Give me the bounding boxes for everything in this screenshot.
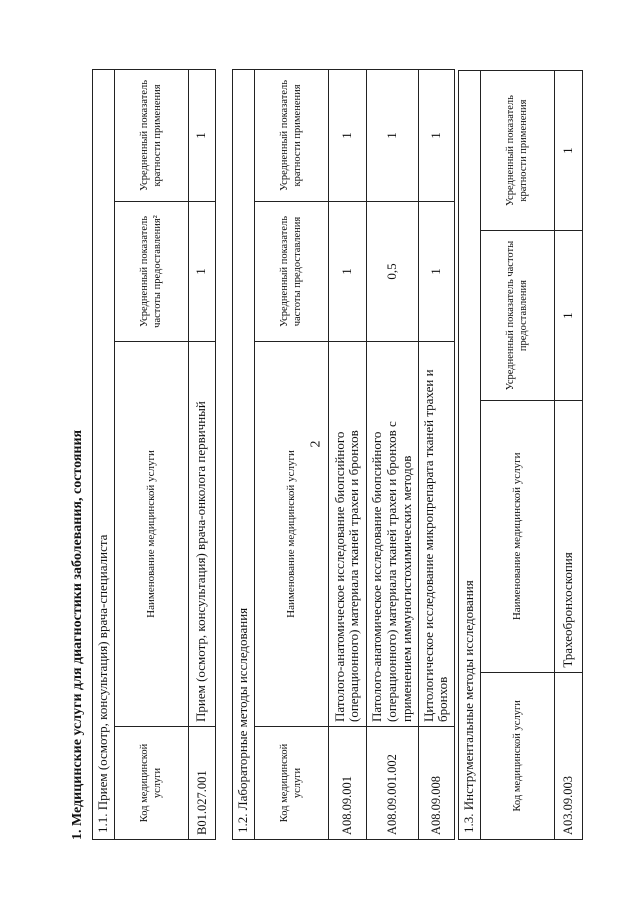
services-table-1-3 (458, 70, 583, 840)
column-header-name: Наименование медицинской услуги (480, 400, 554, 672)
column-header-name: Наименование медицинской услуги (254, 342, 328, 727)
page-number: 2 (308, 440, 324, 448)
column-header-multiplicity: Усредненный показатель кратности применения (480, 71, 554, 231)
services-table-1-2 (232, 69, 455, 840)
column-header-name: Наименование медицинской услуги (114, 342, 188, 727)
column-header-code: Код медицинской услуги (254, 727, 328, 840)
service-name: Цитологическое исследование микропрепарата тканей трахеи и бронхов (418, 342, 454, 727)
service-code: A08.09.001 (328, 727, 366, 840)
service-name: Патолого-анатомическое исследование биопсийного (операционного) материала тканей трахеи и бронхов с применением иммуногистохимических методов (366, 342, 418, 727)
frequency-value: 1 (188, 202, 215, 342)
multiplicity-value: 1 (328, 69, 366, 201)
multiplicity-value: 1 (418, 69, 454, 201)
table-row (328, 69, 366, 839)
service-code: A03.09.003 (554, 672, 582, 839)
section-title: 1. Медицинские услуги для диагностики заболевания, состояния (70, 429, 85, 840)
service-code: B01.027.001 (188, 727, 215, 840)
subsection-title: 1.3. Инструментальные методы исследования (459, 71, 481, 840)
service-name: Трахеобронхоскопия (554, 400, 582, 672)
column-header-frequency: Усредненный показатель частоты предоставления² (114, 202, 188, 342)
subsection-1-2 (232, 69, 455, 840)
column-header-frequency: Усредненный показатель частоты предоставления (480, 231, 554, 401)
table-row (554, 71, 582, 840)
service-name: Прием (осмотр, консультация) врача-онколога первичный (188, 342, 215, 727)
multiplicity-value: 1 (366, 69, 418, 201)
frequency-value: 0,5 (366, 202, 418, 342)
services-table-1-1 (92, 69, 216, 840)
subsection-1-3 (458, 70, 583, 840)
frequency-value: 1 (328, 202, 366, 342)
column-header-code: Код медицинской услуги (480, 672, 554, 839)
frequency-value: 1 (418, 202, 454, 342)
column-header-code: Код медицинской услуги (114, 727, 188, 840)
column-header-multiplicity: Усредненный показатель кратности применения (114, 69, 188, 201)
service-name: Патолого-анатомическое исследование биопсийного (операционного) материала тканей трахеи и бронхов (328, 342, 366, 727)
subsection-title: 1.1. Прием (осмотр, консультация) врача-специалиста (93, 69, 115, 839)
frequency-value: 1 (554, 231, 582, 401)
table-row (366, 69, 418, 839)
multiplicity-value: 1 (554, 71, 582, 231)
table-row (418, 69, 454, 839)
service-code: A08.09.008 (418, 727, 454, 840)
service-code: A08.09.001.002 (366, 727, 418, 840)
column-header-frequency: Усредненный показатель частоты предоставления (254, 202, 328, 342)
multiplicity-value: 1 (188, 69, 215, 201)
table-row (188, 69, 215, 839)
subsection-1-1 (92, 69, 216, 840)
subsection-title: 1.2. Лабораторные методы исследования (233, 69, 255, 839)
column-header-multiplicity: Усредненный показатель кратности применения (254, 69, 328, 201)
rotated-page-content (0, 25, 640, 870)
